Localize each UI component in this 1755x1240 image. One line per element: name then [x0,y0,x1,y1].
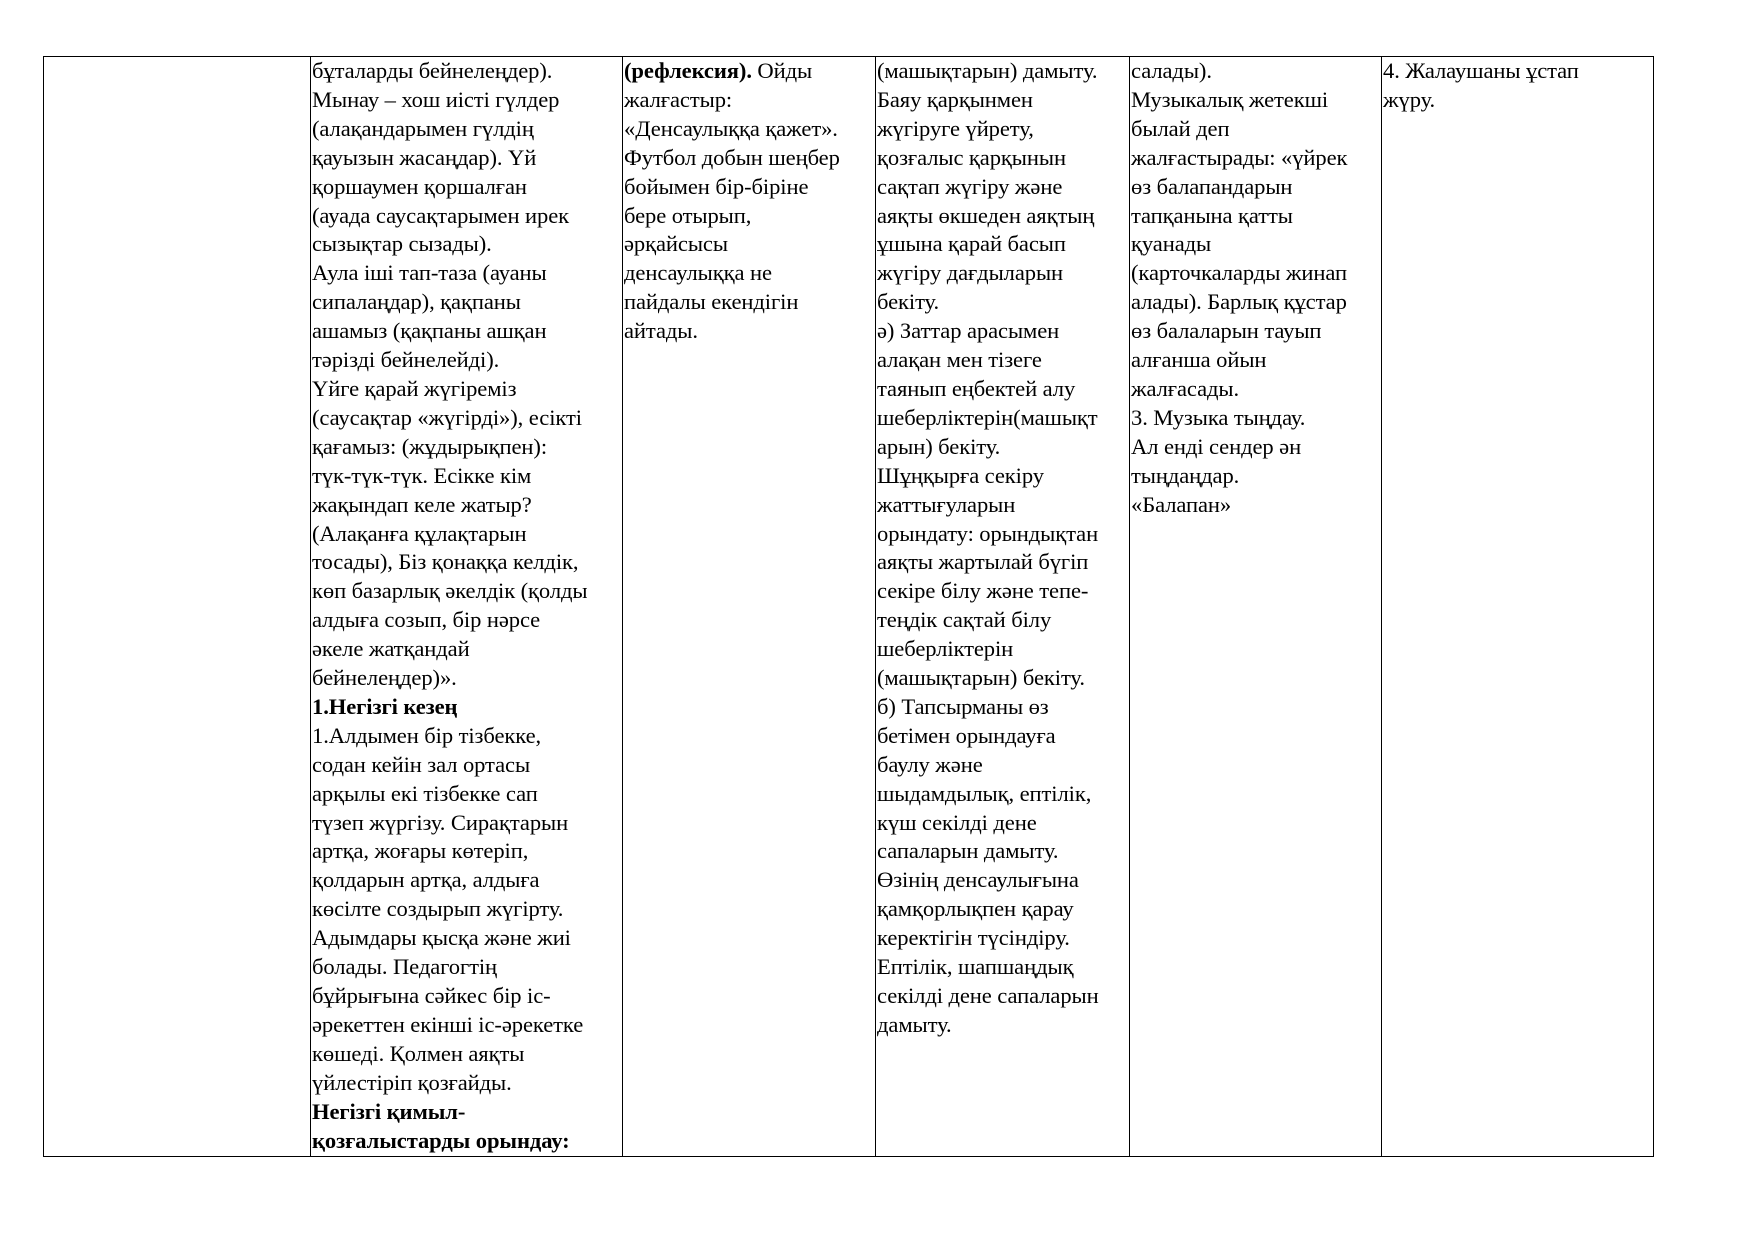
text-line [312,202,622,231]
text-run: тапқанына қатты [1131,202,1293,228]
text-line [624,115,875,144]
text-run: Мынау – хош иісті гүлдер [312,86,560,112]
text-run: әрекеттен екінші іс-әрекетке [312,1011,584,1037]
text-line [877,317,1129,346]
text-run: салады). [1131,58,1212,83]
table-row [44,57,1654,1157]
text-run: Ал енді сендер ән [1131,433,1302,459]
text-line [312,664,622,693]
text-run: қуанады [1131,231,1212,257]
text-line [312,520,622,549]
text-run: бере отырып, [624,202,752,228]
text-line [877,1011,1129,1040]
text-run: қоршаумен қоршалған [312,173,527,199]
text-run: денсаулыққа не [624,260,772,286]
text-run: түк-түк-түк. Есікке кім [312,462,532,488]
text-line [877,982,1129,1011]
text-run: жүру. [1383,86,1436,112]
text-run: баулу және [877,751,983,777]
text-line [312,115,622,144]
text-run: тәрізді бейнелейді). [312,347,500,373]
text-line [312,1127,622,1156]
text-line [877,491,1129,520]
cell-6-text [1383,57,1653,115]
text-run: сақтап жүгіру және [877,173,1063,199]
text-run: ә) Заттар арасымен [877,318,1060,344]
text-line [1131,404,1381,433]
text-line [877,259,1129,288]
text-run: жақындап келе жатыр? [312,491,532,517]
text-line [312,577,622,606]
text-run: қамқорлықпен қарау [877,896,1074,922]
text-run: 4. Жалаушаны ұстап [1383,58,1579,83]
text-run: секіре білу және тепе- [877,578,1089,604]
text-run: бейнелеңдер)». [312,665,457,691]
text-line [1131,115,1381,144]
text-run: күш секілді дене [877,809,1037,835]
text-run: (карточкаларды жинап [1131,260,1347,286]
text-line [1131,288,1381,317]
text-line [1131,259,1381,288]
text-line [312,1098,622,1127]
text-line [312,288,622,317]
text-line [312,491,622,520]
text-line [877,433,1129,462]
text-run: көшеді. Қолмен аяқты [312,1040,525,1066]
text-line [312,1040,622,1069]
text-run: артқа, жоғары көтеріп, [312,838,529,864]
text-run: ұшына қарай басып [877,231,1066,257]
text-line [312,1069,622,1098]
text-run: қауызын жасаңдар). Үй [312,144,537,170]
text-run: бұталарды бейнелеңдер). [312,58,553,83]
text-line [877,115,1129,144]
text-line [312,693,622,722]
text-run: тосады), Біз қонаққа келдік, [312,549,579,575]
text-run: алғанша ойын [1131,347,1267,373]
text-line [877,57,1129,86]
text-line [1131,462,1381,491]
text-run: бетімен орындауға [877,722,1056,748]
text-line [877,866,1129,895]
text-line [877,346,1129,375]
text-run: Ептілік, шапшаңдық [877,954,1074,980]
text-run: айтады. [624,318,698,344]
text-run: қағамыз: (жұдырықпен): [312,433,548,459]
cell-5-text [1131,57,1381,520]
bold-text-run: 1.Негізгі кезең [312,693,458,719]
text-run: қозғалыс қарқынын [877,144,1066,170]
cell-2-text [312,57,622,1155]
text-line [312,895,622,924]
text-line [312,809,622,838]
activity-plan-table [43,56,1654,1157]
text-run: орындату: орындықтан [877,520,1099,546]
text-line [877,635,1129,664]
text-run: б) Тапсырманы өз [877,693,1049,719]
text-line [624,202,875,231]
text-line [877,230,1129,259]
text-line [1131,57,1381,86]
table-cell-4 [876,57,1130,1157]
text-run: 3. Музыка тыңдау. [1131,404,1306,430]
text-line [624,288,875,317]
text-run: пайдалы екендігін [624,289,799,315]
bold-text-run: қозғалыстарды орындау: [312,1127,570,1153]
table-cell-2 [311,57,623,1157]
text-line [1131,375,1381,404]
text-run: «Денсаулыққа қажет». [624,115,838,141]
text-run: шеберліктерін [877,636,1014,662]
text-line [877,144,1129,173]
text-line [312,606,622,635]
text-run: Аула іші тап-таза (ауаны [312,260,547,286]
text-line [877,288,1129,317]
text-line [877,173,1129,202]
text-run: алақан мен тізеге [877,347,1042,373]
text-run: Футбол добын шеңбер [624,144,840,170]
text-line [312,259,622,288]
text-line [1383,57,1653,86]
text-run: шеберліктерін(машықт [877,404,1098,430]
text-run: керектігін түсіндіру. [877,925,1070,951]
table-cell-5 [1130,57,1382,1157]
text-line [1131,202,1381,231]
text-run: ашамыз (қақпаны ашқан [312,318,547,344]
text-run: бойымен бір-біріне [624,173,809,199]
text-run: (машықтарын) дамыту. [877,58,1098,83]
text-line [312,433,622,462]
text-line [877,606,1129,635]
text-line [312,953,622,982]
text-line [877,375,1129,404]
text-line [312,722,622,751]
text-line [624,259,875,288]
text-line [1131,230,1381,259]
text-run: теңдік сақтай білу [877,607,1052,633]
text-line [1131,144,1381,173]
text-run: содан кейін зал ортасы [312,751,531,777]
text-run: (машықтарын) бекіту. [877,665,1085,691]
text-line [1131,346,1381,375]
text-line [877,462,1129,491]
bold-text-run: (рефлексия). [624,58,752,83]
text-line [877,86,1129,115]
text-run: сипалаңдар), қақпаны [312,289,521,315]
text-line [312,462,622,491]
text-run: Үйге қарай жүгіреміз [312,375,517,401]
text-line [312,635,622,664]
text-run: арқылы екі тізбекке сап [312,780,538,806]
text-run: өз балапандарын [1131,173,1293,199]
text-run: шыдамдылық, ептілік, [877,780,1092,806]
text-run: былай деп [1131,115,1230,141]
text-run: жалғастырады: «үйрек [1131,144,1348,170]
text-line [877,404,1129,433]
text-run: жалғастыр: [624,86,733,112]
text-line [877,202,1129,231]
text-run: жүгіруге үйрету, [877,115,1034,141]
text-line [312,404,622,433]
text-run: көсілте создырып жүгірту. [312,896,564,922]
text-line [624,144,875,173]
text-run: қолдарын артқа, алдыға [312,867,540,893]
text-line [312,173,622,202]
text-line [312,924,622,953]
text-run: аяқты жартылай бүгіп [877,549,1089,575]
text-line [312,86,622,115]
text-line [312,1011,622,1040]
text-run: жаттығуларын [877,491,1016,517]
text-run: (саусақтар «жүгірді»), есікті [312,404,582,430]
text-line [1383,86,1653,115]
text-run: болады. Педагогтің [312,954,498,980]
text-line [312,982,622,1011]
text-run: арын) бекіту. [877,433,1001,459]
text-run: таянып еңбектей алу [877,375,1076,401]
text-run: өз балаларын тауып [1131,318,1322,344]
text-run: алдыға созып, бір нәрсе [312,607,541,633]
text-run: алады). Барлық құстар [1131,289,1347,315]
text-run: сызықтар сызады). [312,231,492,257]
text-line [877,837,1129,866]
text-run: көп базарлық әкелдік (қолды [312,578,588,604]
table-cell-3 [623,57,876,1157]
text-line [312,780,622,809]
text-run: секілді дене сапаларын [877,983,1099,1008]
text-run: жалғасады. [1131,375,1240,401]
text-run: Баяу қарқынмен [877,86,1033,112]
text-run: жүгіру дағдыларын [877,260,1064,286]
text-line [312,230,622,259]
text-run: Ойды [751,58,813,83]
text-line [624,57,875,86]
text-run: 1.Алдымен бір тізбекке, [312,722,542,748]
text-line [624,317,875,346]
text-run: (ауада саусақтарымен ирек [312,202,570,228]
text-line [877,780,1129,809]
text-line [624,86,875,115]
text-line [877,693,1129,722]
bold-text-run: Негізгі қимыл- [312,1098,466,1124]
text-run: үйлестіріп қозғайды. [312,1069,512,1095]
text-line [877,895,1129,924]
text-line [877,548,1129,577]
text-line [877,809,1129,838]
text-line [877,577,1129,606]
text-run: Өзінің денсаулығына [877,867,1079,893]
text-run: сапаларын дамыту. [877,838,1059,864]
text-run: аяқты өкшеден аяқтың [877,202,1095,228]
text-run: бекіту. [877,289,940,315]
text-line [312,57,622,86]
text-run: «Балапан» [1131,491,1232,517]
text-run: әкеле жатқандай [312,636,470,662]
text-line [624,173,875,202]
text-run: дамыту. [877,1011,952,1037]
text-line [312,751,622,780]
cell-4-text [877,57,1129,1040]
text-line [877,520,1129,549]
text-run: Музыкалық жетекші [1131,86,1329,112]
text-line [312,866,622,895]
text-line [877,924,1129,953]
text-line [312,317,622,346]
text-line [877,664,1129,693]
text-line [877,722,1129,751]
text-run: (Алақанға құлақтарын [312,520,527,546]
table-cell-1 [44,57,311,1157]
text-line [1131,491,1381,520]
text-run: Адымдары қысқа және жиі [312,925,571,951]
text-line [1131,433,1381,462]
text-line [312,346,622,375]
text-line [1131,173,1381,202]
text-line [312,375,622,404]
text-run: (алақандарымен гүлдің [312,115,534,141]
text-run: түзеп жүргізу. Сирақтарын [312,809,569,835]
text-line [624,230,875,259]
text-line [312,144,622,173]
text-line [877,953,1129,982]
text-run: тыңдаңдар. [1131,462,1240,488]
text-run: бұйрығына сәйкес бір іс- [312,983,551,1008]
text-line [877,751,1129,780]
text-line [1131,86,1381,115]
text-run: әрқайсысы [624,231,728,257]
text-line [312,548,622,577]
table-cell-6 [1382,57,1654,1157]
text-run: Шұңқырға секіру [877,462,1044,488]
text-line [312,837,622,866]
text-line [1131,317,1381,346]
cell-3-text [624,57,875,346]
